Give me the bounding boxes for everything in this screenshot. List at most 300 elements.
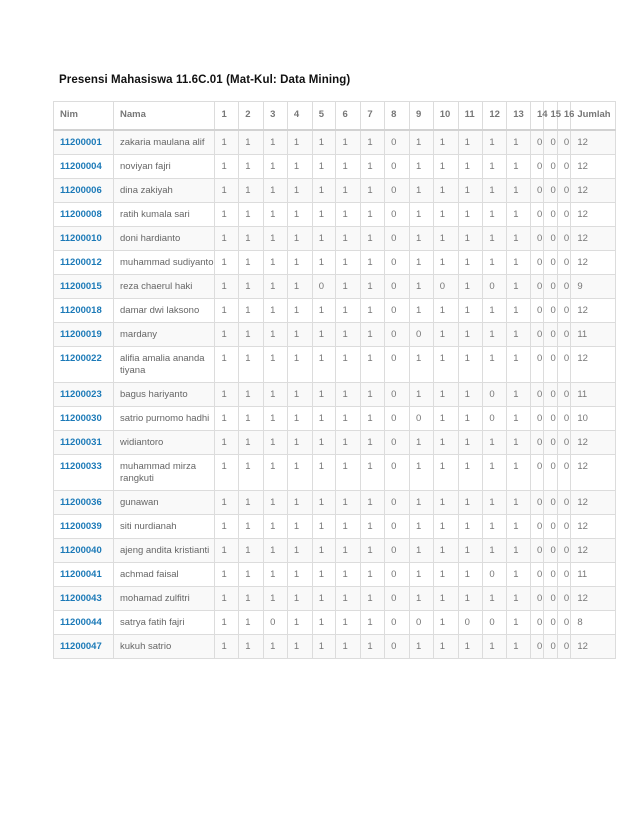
session-11-cell: 1 bbox=[458, 635, 483, 659]
session-9-cell: 1 bbox=[409, 130, 433, 155]
nim-link[interactable]: 11200039 bbox=[54, 515, 114, 539]
session-9-cell: 1 bbox=[409, 203, 433, 227]
session-2-cell: 1 bbox=[239, 635, 264, 659]
session-12-cell: 0 bbox=[483, 275, 507, 299]
session-8-cell: 0 bbox=[385, 227, 410, 251]
session-8-cell: 0 bbox=[385, 587, 410, 611]
jumlah-cell: 12 bbox=[571, 179, 616, 203]
session-15-cell: 0 bbox=[544, 383, 557, 407]
column-header-9: 9 bbox=[409, 102, 433, 131]
session-15-cell: 0 bbox=[544, 323, 557, 347]
session-1-cell: 1 bbox=[215, 251, 239, 275]
table-row bbox=[54, 491, 616, 515]
session-10-cell: 1 bbox=[433, 635, 458, 659]
session-4-cell: 1 bbox=[287, 383, 312, 407]
student-name: siti nurdianah bbox=[114, 515, 215, 539]
session-2-cell: 1 bbox=[239, 323, 264, 347]
session-12-cell: 1 bbox=[483, 347, 507, 383]
session-13-cell: 1 bbox=[507, 515, 531, 539]
session-11-cell: 1 bbox=[458, 275, 483, 299]
session-3-cell: 1 bbox=[264, 155, 288, 179]
nim-link[interactable]: 11200043 bbox=[54, 587, 114, 611]
session-14-cell: 0 bbox=[530, 203, 543, 227]
session-5-cell: 1 bbox=[312, 347, 336, 383]
table-header-row bbox=[54, 102, 616, 131]
session-10-cell: 1 bbox=[433, 299, 458, 323]
session-16-cell: 0 bbox=[557, 203, 570, 227]
student-name: achmad faisal bbox=[114, 563, 215, 587]
session-1-cell: 1 bbox=[215, 383, 239, 407]
table-row bbox=[54, 227, 616, 251]
session-1-cell: 1 bbox=[215, 539, 239, 563]
session-15-cell: 0 bbox=[544, 227, 557, 251]
nim-link[interactable]: 11200033 bbox=[54, 455, 114, 491]
session-16-cell: 0 bbox=[557, 587, 570, 611]
session-5-cell: 1 bbox=[312, 227, 336, 251]
session-10-cell: 1 bbox=[433, 491, 458, 515]
session-16-cell: 0 bbox=[557, 155, 570, 179]
session-7-cell: 1 bbox=[361, 179, 385, 203]
student-name: kukuh satrio bbox=[114, 635, 215, 659]
session-8-cell: 0 bbox=[385, 130, 410, 155]
column-header-16: 16 bbox=[557, 102, 570, 131]
session-5-cell: 1 bbox=[312, 515, 336, 539]
session-5-cell: 1 bbox=[312, 587, 336, 611]
session-14-cell: 0 bbox=[530, 491, 543, 515]
session-7-cell: 1 bbox=[361, 299, 385, 323]
session-4-cell: 1 bbox=[287, 179, 312, 203]
nim-link[interactable]: 11200010 bbox=[54, 227, 114, 251]
page-title: Presensi Mahasiswa 11.6C.01 (Mat-Kul: Data Mining) bbox=[59, 74, 351, 86]
student-name: reza chaerul haki bbox=[114, 275, 215, 299]
table-row bbox=[54, 299, 616, 323]
session-7-cell: 1 bbox=[361, 563, 385, 587]
session-1-cell: 1 bbox=[215, 203, 239, 227]
session-3-cell: 1 bbox=[264, 323, 288, 347]
session-4-cell: 1 bbox=[287, 155, 312, 179]
session-6-cell: 1 bbox=[336, 515, 361, 539]
session-14-cell: 0 bbox=[530, 347, 543, 383]
session-15-cell: 0 bbox=[544, 155, 557, 179]
session-1-cell: 1 bbox=[215, 179, 239, 203]
session-6-cell: 1 bbox=[336, 203, 361, 227]
table-row bbox=[54, 515, 616, 539]
session-4-cell: 1 bbox=[287, 563, 312, 587]
jumlah-cell: 12 bbox=[571, 203, 616, 227]
session-7-cell: 1 bbox=[361, 227, 385, 251]
session-8-cell: 0 bbox=[385, 251, 410, 275]
column-header-2: 2 bbox=[239, 102, 264, 131]
student-name: widiantoro bbox=[114, 431, 215, 455]
session-5-cell: 1 bbox=[312, 203, 336, 227]
session-2-cell: 1 bbox=[239, 491, 264, 515]
session-7-cell: 1 bbox=[361, 587, 385, 611]
jumlah-cell: 12 bbox=[571, 347, 616, 383]
session-10-cell: 0 bbox=[433, 275, 458, 299]
session-10-cell: 1 bbox=[433, 155, 458, 179]
session-15-cell: 0 bbox=[544, 407, 557, 431]
session-14-cell: 0 bbox=[530, 227, 543, 251]
session-8-cell: 0 bbox=[385, 635, 410, 659]
session-16-cell: 0 bbox=[557, 635, 570, 659]
student-name: mohamad zulfitri bbox=[114, 587, 215, 611]
session-9-cell: 1 bbox=[409, 347, 433, 383]
session-3-cell: 1 bbox=[264, 130, 288, 155]
session-15-cell: 0 bbox=[544, 455, 557, 491]
session-6-cell: 1 bbox=[336, 431, 361, 455]
session-13-cell: 1 bbox=[507, 455, 531, 491]
session-12-cell: 1 bbox=[483, 323, 507, 347]
session-5-cell: 1 bbox=[312, 431, 336, 455]
nim-link[interactable]: 11200008 bbox=[54, 203, 114, 227]
session-10-cell: 1 bbox=[433, 203, 458, 227]
session-2-cell: 1 bbox=[239, 203, 264, 227]
jumlah-cell: 12 bbox=[571, 455, 616, 491]
nim-link[interactable]: 11200030 bbox=[54, 407, 114, 431]
session-4-cell: 1 bbox=[287, 431, 312, 455]
session-3-cell: 1 bbox=[264, 563, 288, 587]
table-row bbox=[54, 155, 616, 179]
session-15-cell: 0 bbox=[544, 431, 557, 455]
session-4-cell: 1 bbox=[287, 515, 312, 539]
session-6-cell: 1 bbox=[336, 491, 361, 515]
session-16-cell: 0 bbox=[557, 491, 570, 515]
session-5-cell: 1 bbox=[312, 611, 336, 635]
student-name: gunawan bbox=[114, 491, 215, 515]
session-4-cell: 1 bbox=[287, 203, 312, 227]
column-header-7: 7 bbox=[361, 102, 385, 131]
session-6-cell: 1 bbox=[336, 275, 361, 299]
session-15-cell: 0 bbox=[544, 563, 557, 587]
session-15-cell: 0 bbox=[544, 347, 557, 383]
session-4-cell: 1 bbox=[287, 539, 312, 563]
session-8-cell: 0 bbox=[385, 407, 410, 431]
session-1-cell: 1 bbox=[215, 347, 239, 383]
session-8-cell: 0 bbox=[385, 563, 410, 587]
column-header-6: 6 bbox=[336, 102, 361, 131]
session-8-cell: 0 bbox=[385, 455, 410, 491]
session-3-cell: 1 bbox=[264, 539, 288, 563]
jumlah-cell: 11 bbox=[571, 563, 616, 587]
table-row bbox=[54, 611, 616, 635]
nim-link[interactable]: 11200047 bbox=[54, 635, 114, 659]
student-name: bagus hariyanto bbox=[114, 383, 215, 407]
session-14-cell: 0 bbox=[530, 635, 543, 659]
session-9-cell: 1 bbox=[409, 431, 433, 455]
session-3-cell: 1 bbox=[264, 275, 288, 299]
session-10-cell: 1 bbox=[433, 587, 458, 611]
column-header-12: 12 bbox=[483, 102, 507, 131]
jumlah-cell: 11 bbox=[571, 323, 616, 347]
student-name: doni hardianto bbox=[114, 227, 215, 251]
session-16-cell: 0 bbox=[557, 563, 570, 587]
session-1-cell: 1 bbox=[215, 299, 239, 323]
session-14-cell: 0 bbox=[530, 407, 543, 431]
session-13-cell: 1 bbox=[507, 275, 531, 299]
session-8-cell: 0 bbox=[385, 431, 410, 455]
session-5-cell: 1 bbox=[312, 635, 336, 659]
session-16-cell: 0 bbox=[557, 347, 570, 383]
table-row bbox=[54, 179, 616, 203]
session-1-cell: 1 bbox=[215, 611, 239, 635]
session-12-cell: 1 bbox=[483, 587, 507, 611]
session-7-cell: 1 bbox=[361, 431, 385, 455]
nim-link[interactable]: 11200041 bbox=[54, 563, 114, 587]
session-15-cell: 0 bbox=[544, 179, 557, 203]
column-header-3: 3 bbox=[264, 102, 288, 131]
session-12-cell: 0 bbox=[483, 611, 507, 635]
student-name: ratih kumala sari bbox=[114, 203, 215, 227]
session-16-cell: 0 bbox=[557, 455, 570, 491]
session-10-cell: 1 bbox=[433, 227, 458, 251]
session-6-cell: 1 bbox=[336, 130, 361, 155]
session-13-cell: 1 bbox=[507, 323, 531, 347]
nim-link[interactable]: 11200022 bbox=[54, 347, 114, 383]
nim-link[interactable]: 11200004 bbox=[54, 155, 114, 179]
session-14-cell: 0 bbox=[530, 515, 543, 539]
session-8-cell: 0 bbox=[385, 347, 410, 383]
session-13-cell: 1 bbox=[507, 347, 531, 383]
session-2-cell: 1 bbox=[239, 407, 264, 431]
session-5-cell: 1 bbox=[312, 155, 336, 179]
session-6-cell: 1 bbox=[336, 251, 361, 275]
session-16-cell: 0 bbox=[557, 299, 570, 323]
session-15-cell: 0 bbox=[544, 203, 557, 227]
session-2-cell: 1 bbox=[239, 179, 264, 203]
session-8-cell: 0 bbox=[385, 515, 410, 539]
nim-link[interactable]: 11200019 bbox=[54, 323, 114, 347]
session-10-cell: 1 bbox=[433, 407, 458, 431]
session-13-cell: 1 bbox=[507, 155, 531, 179]
column-header-jumlah: Jumlah bbox=[571, 102, 616, 131]
table-row bbox=[54, 563, 616, 587]
session-4-cell: 1 bbox=[287, 347, 312, 383]
nim-link[interactable]: 11200023 bbox=[54, 383, 114, 407]
session-11-cell: 1 bbox=[458, 431, 483, 455]
session-11-cell: 1 bbox=[458, 179, 483, 203]
session-4-cell: 1 bbox=[287, 611, 312, 635]
session-2-cell: 1 bbox=[239, 587, 264, 611]
session-13-cell: 1 bbox=[507, 491, 531, 515]
column-header-8: 8 bbox=[385, 102, 410, 131]
session-10-cell: 1 bbox=[433, 563, 458, 587]
session-13-cell: 1 bbox=[507, 251, 531, 275]
session-11-cell: 1 bbox=[458, 203, 483, 227]
nim-link[interactable]: 11200015 bbox=[54, 275, 114, 299]
jumlah-cell: 12 bbox=[571, 431, 616, 455]
session-3-cell: 1 bbox=[264, 491, 288, 515]
session-1-cell: 1 bbox=[215, 155, 239, 179]
attendance-table bbox=[53, 101, 616, 659]
session-11-cell: 1 bbox=[458, 130, 483, 155]
session-13-cell: 1 bbox=[507, 130, 531, 155]
session-6-cell: 1 bbox=[336, 383, 361, 407]
session-4-cell: 1 bbox=[287, 407, 312, 431]
session-12-cell: 1 bbox=[483, 299, 507, 323]
session-9-cell: 1 bbox=[409, 383, 433, 407]
session-14-cell: 0 bbox=[530, 299, 543, 323]
table-row bbox=[54, 635, 616, 659]
session-8-cell: 0 bbox=[385, 491, 410, 515]
table-row bbox=[54, 407, 616, 431]
jumlah-cell: 12 bbox=[571, 251, 616, 275]
session-14-cell: 0 bbox=[530, 587, 543, 611]
session-1-cell: 1 bbox=[215, 455, 239, 491]
session-10-cell: 1 bbox=[433, 455, 458, 491]
session-2-cell: 1 bbox=[239, 347, 264, 383]
session-5-cell: 1 bbox=[312, 323, 336, 347]
session-7-cell: 1 bbox=[361, 203, 385, 227]
session-12-cell: 0 bbox=[483, 563, 507, 587]
jumlah-cell: 11 bbox=[571, 383, 616, 407]
session-7-cell: 1 bbox=[361, 539, 385, 563]
session-12-cell: 1 bbox=[483, 491, 507, 515]
session-13-cell: 1 bbox=[507, 299, 531, 323]
session-6-cell: 1 bbox=[336, 587, 361, 611]
session-1-cell: 1 bbox=[215, 635, 239, 659]
session-12-cell: 1 bbox=[483, 179, 507, 203]
session-9-cell: 0 bbox=[409, 407, 433, 431]
session-5-cell: 1 bbox=[312, 130, 336, 155]
session-7-cell: 1 bbox=[361, 347, 385, 383]
session-15-cell: 0 bbox=[544, 635, 557, 659]
column-header-nama: Nama bbox=[114, 102, 215, 131]
session-12-cell: 1 bbox=[483, 539, 507, 563]
table-row bbox=[54, 130, 616, 155]
session-16-cell: 0 bbox=[557, 179, 570, 203]
session-11-cell: 1 bbox=[458, 455, 483, 491]
session-2-cell: 1 bbox=[239, 227, 264, 251]
session-9-cell: 0 bbox=[409, 611, 433, 635]
session-13-cell: 1 bbox=[507, 179, 531, 203]
session-11-cell: 1 bbox=[458, 155, 483, 179]
session-12-cell: 1 bbox=[483, 431, 507, 455]
session-5-cell: 1 bbox=[312, 455, 336, 491]
session-3-cell: 1 bbox=[264, 347, 288, 383]
session-9-cell: 1 bbox=[409, 539, 433, 563]
session-2-cell: 1 bbox=[239, 455, 264, 491]
session-14-cell: 0 bbox=[530, 383, 543, 407]
nim-link[interactable]: 11200006 bbox=[54, 179, 114, 203]
session-15-cell: 0 bbox=[544, 539, 557, 563]
session-12-cell: 1 bbox=[483, 251, 507, 275]
session-1-cell: 1 bbox=[215, 515, 239, 539]
column-header-5: 5 bbox=[312, 102, 336, 131]
jumlah-cell: 8 bbox=[571, 611, 616, 635]
nim-link[interactable]: 11200036 bbox=[54, 491, 114, 515]
session-11-cell: 1 bbox=[458, 407, 483, 431]
jumlah-cell: 10 bbox=[571, 407, 616, 431]
session-4-cell: 1 bbox=[287, 587, 312, 611]
session-6-cell: 1 bbox=[336, 611, 361, 635]
session-5-cell: 0 bbox=[312, 275, 336, 299]
session-3-cell: 1 bbox=[264, 407, 288, 431]
session-2-cell: 1 bbox=[239, 611, 264, 635]
session-5-cell: 1 bbox=[312, 539, 336, 563]
session-1-cell: 1 bbox=[215, 130, 239, 155]
session-15-cell: 0 bbox=[544, 130, 557, 155]
session-2-cell: 1 bbox=[239, 155, 264, 179]
session-16-cell: 0 bbox=[557, 383, 570, 407]
session-4-cell: 1 bbox=[287, 455, 312, 491]
jumlah-cell: 12 bbox=[571, 299, 616, 323]
student-name: alifia amalia ananda tiyana bbox=[114, 347, 215, 383]
session-6-cell: 1 bbox=[336, 347, 361, 383]
table-row bbox=[54, 431, 616, 455]
session-2-cell: 1 bbox=[239, 130, 264, 155]
session-16-cell: 0 bbox=[557, 323, 570, 347]
session-13-cell: 1 bbox=[507, 635, 531, 659]
session-1-cell: 1 bbox=[215, 563, 239, 587]
session-13-cell: 1 bbox=[507, 203, 531, 227]
session-10-cell: 1 bbox=[433, 130, 458, 155]
session-16-cell: 0 bbox=[557, 431, 570, 455]
session-13-cell: 1 bbox=[507, 563, 531, 587]
session-8-cell: 0 bbox=[385, 611, 410, 635]
nim-link[interactable]: 11200001 bbox=[54, 130, 114, 155]
nim-link[interactable]: 11200031 bbox=[54, 431, 114, 455]
jumlah-cell: 12 bbox=[571, 635, 616, 659]
session-10-cell: 1 bbox=[433, 347, 458, 383]
jumlah-cell: 12 bbox=[571, 155, 616, 179]
session-14-cell: 0 bbox=[530, 323, 543, 347]
session-11-cell: 1 bbox=[458, 347, 483, 383]
session-7-cell: 1 bbox=[361, 275, 385, 299]
session-15-cell: 0 bbox=[544, 275, 557, 299]
jumlah-cell: 12 bbox=[571, 130, 616, 155]
column-header-14: 14 bbox=[530, 102, 543, 131]
session-3-cell: 1 bbox=[264, 587, 288, 611]
session-14-cell: 0 bbox=[530, 539, 543, 563]
session-15-cell: 0 bbox=[544, 611, 557, 635]
nim-link[interactable]: 11200044 bbox=[54, 611, 114, 635]
session-10-cell: 1 bbox=[433, 515, 458, 539]
session-6-cell: 1 bbox=[336, 299, 361, 323]
session-11-cell: 1 bbox=[458, 491, 483, 515]
session-4-cell: 1 bbox=[287, 251, 312, 275]
student-name: noviyan fajri bbox=[114, 155, 215, 179]
student-name: muhammad sudiyanto bbox=[114, 251, 215, 275]
session-10-cell: 1 bbox=[433, 323, 458, 347]
session-13-cell: 1 bbox=[507, 587, 531, 611]
session-14-cell: 0 bbox=[530, 563, 543, 587]
nim-link[interactable]: 11200012 bbox=[54, 251, 114, 275]
session-13-cell: 1 bbox=[507, 383, 531, 407]
nim-link[interactable]: 11200040 bbox=[54, 539, 114, 563]
table-row bbox=[54, 323, 616, 347]
nim-link[interactable]: 11200018 bbox=[54, 299, 114, 323]
session-1-cell: 1 bbox=[215, 407, 239, 431]
session-9-cell: 1 bbox=[409, 251, 433, 275]
session-14-cell: 0 bbox=[530, 455, 543, 491]
session-5-cell: 1 bbox=[312, 179, 336, 203]
student-name: satrya fatih fajri bbox=[114, 611, 215, 635]
session-9-cell: 1 bbox=[409, 227, 433, 251]
student-name: ajeng andita kristianti bbox=[114, 539, 215, 563]
jumlah-cell: 12 bbox=[571, 539, 616, 563]
session-10-cell: 1 bbox=[433, 179, 458, 203]
session-8-cell: 0 bbox=[385, 155, 410, 179]
session-11-cell: 1 bbox=[458, 515, 483, 539]
student-name: mardany bbox=[114, 323, 215, 347]
session-12-cell: 0 bbox=[483, 407, 507, 431]
session-9-cell: 1 bbox=[409, 491, 433, 515]
student-name: damar dwi laksono bbox=[114, 299, 215, 323]
session-6-cell: 1 bbox=[336, 227, 361, 251]
session-2-cell: 1 bbox=[239, 275, 264, 299]
session-12-cell: 1 bbox=[483, 515, 507, 539]
jumlah-cell: 12 bbox=[571, 515, 616, 539]
